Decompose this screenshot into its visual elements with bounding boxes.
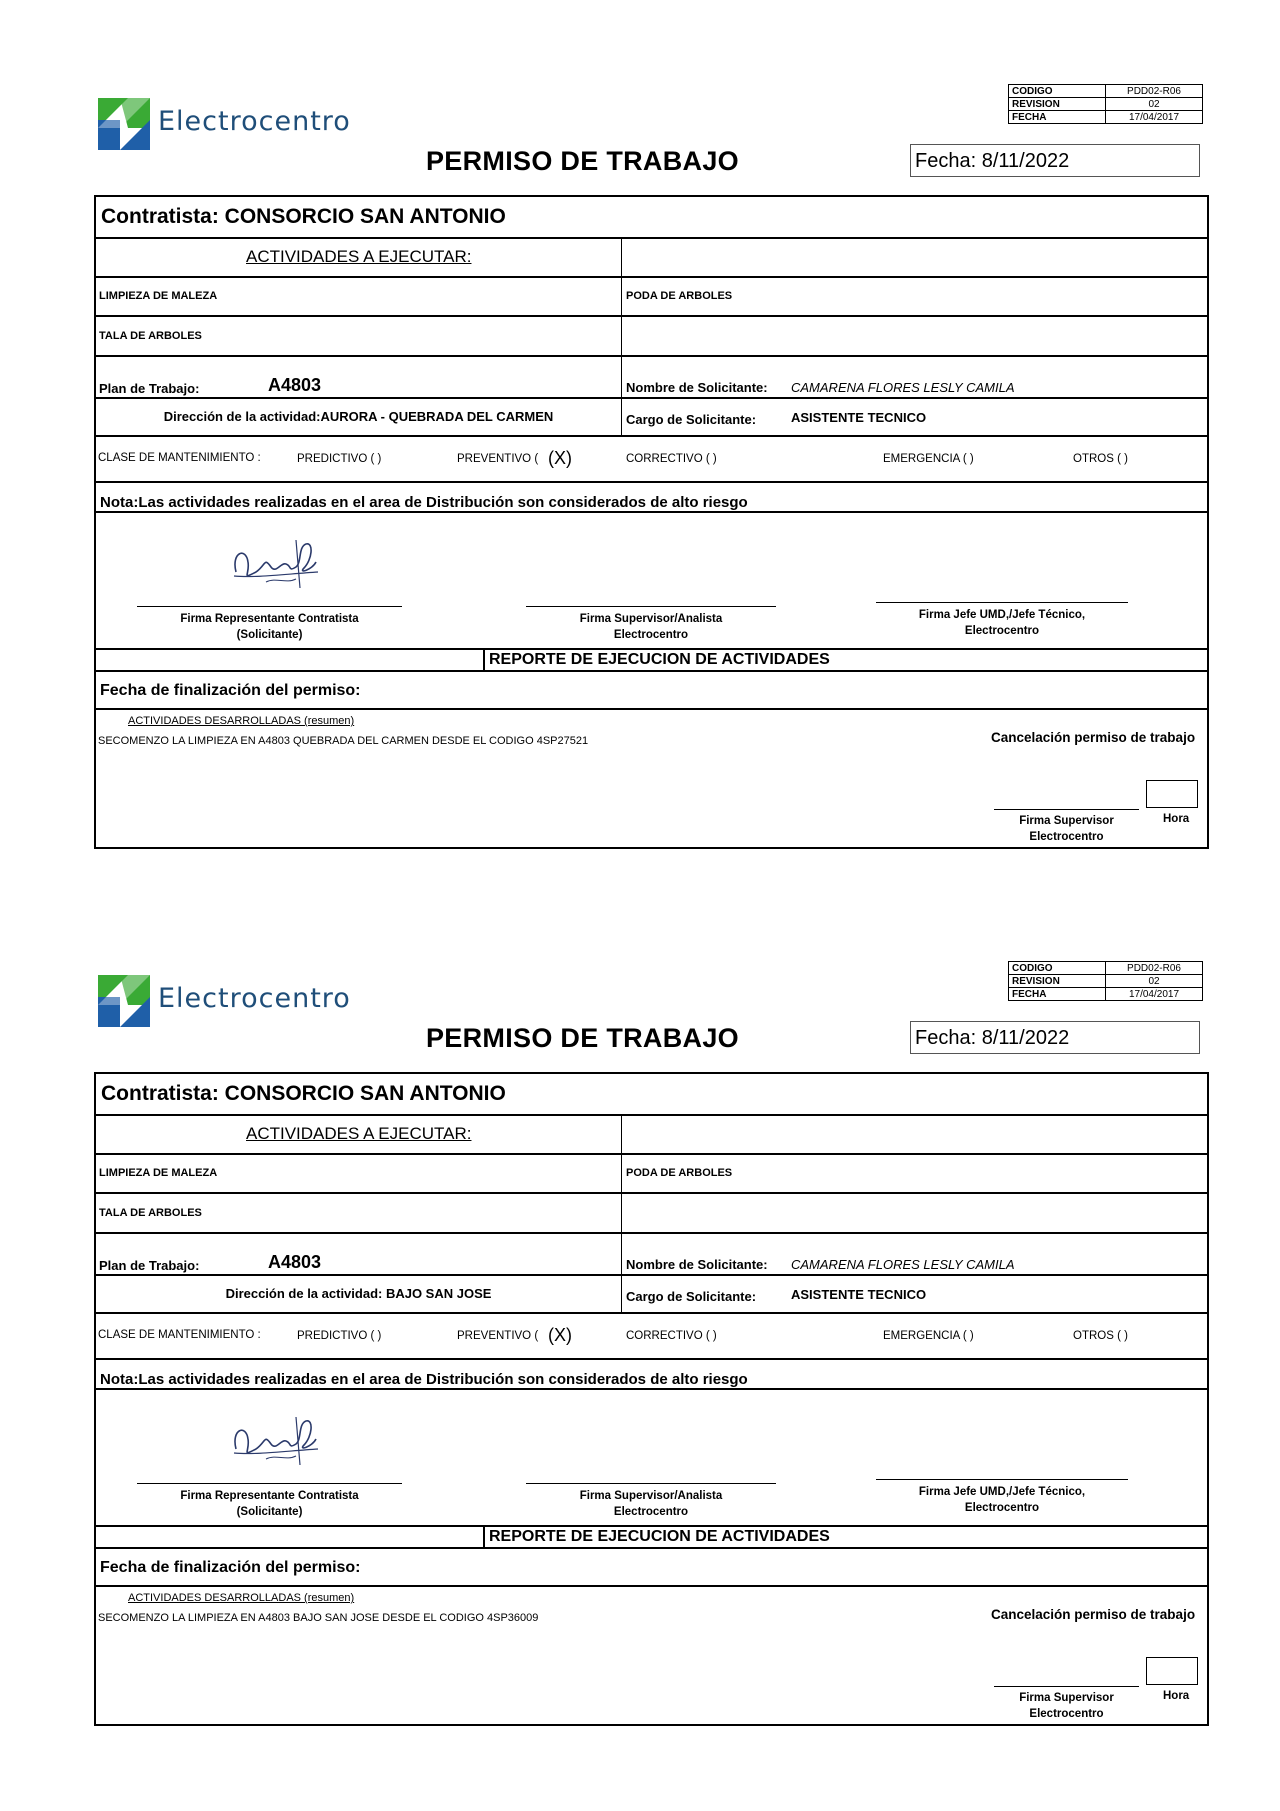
summary-title: ACTIVIDADES DESARROLLADAS (resumen) xyxy=(128,715,355,727)
contractor: Contratista: CONSORCIO SAN ANTONIO xyxy=(101,1082,506,1105)
doc-date-value: 17/04/2017 xyxy=(1106,988,1203,1001)
work-permit-form xyxy=(0,0,1280,843)
signature-chief-sub: Electrocentro xyxy=(964,1502,1040,1514)
execution-report-header: REPORTE DE EJECUCION DE ACTIVIDADES xyxy=(483,1527,1207,1547)
company-name: Electrocentro xyxy=(158,983,351,1014)
signature-chief-label: Firma Jefe UMD,/Jefe Técnico, xyxy=(918,1486,1086,1498)
position-value: ASISTENTE TECNICO xyxy=(791,1287,927,1302)
hour-field[interactable] xyxy=(1146,1657,1198,1685)
option-emergencia: EMERGENCIA ( ) xyxy=(883,453,974,465)
end-date-label: Fecha de finalización del permiso: xyxy=(100,682,361,699)
revision-label: REVISION xyxy=(1009,975,1106,988)
activity-address: Dirección de la actividad: BAJO SAN JOSE xyxy=(225,1286,492,1301)
work-permit-form xyxy=(0,877,1280,1720)
option-correctivo: CORRECTIVO ( ) xyxy=(626,453,717,465)
permit-table xyxy=(94,1072,1209,1726)
summary-title: ACTIVIDADES DESARROLLADAS (resumen) xyxy=(128,1592,355,1604)
company-logo xyxy=(98,98,378,152)
signature-icon xyxy=(226,1409,326,1469)
permit-date: Fecha: 8/11/2022 xyxy=(910,144,1200,177)
signature-chief-label: Firma Jefe UMD,/Jefe Técnico, xyxy=(918,609,1086,621)
option-correctivo: CORRECTIVO ( ) xyxy=(626,1330,717,1342)
plan-label: Plan de Trabajo: xyxy=(99,1258,200,1273)
preventivo-mark: (X) xyxy=(548,1325,572,1345)
company-name: Electrocentro xyxy=(158,106,351,137)
activities-title: ACTIVIDADES A EJECUTAR: xyxy=(246,1124,472,1143)
code-label: CODIGO xyxy=(1009,85,1106,98)
summary-text: SECOMENZO LA LIMPIEZA EN A4803 QUEBRADA DEL CARMEN DESDE EL CODIGO 4SP27521 xyxy=(98,735,589,747)
signature-final-supervisor-label: Firma Supervisor xyxy=(1019,815,1114,827)
revision-value: 02 xyxy=(1106,975,1203,988)
position-value: ASISTENTE TECNICO xyxy=(791,410,927,425)
company-logo xyxy=(98,975,378,1029)
maintenance-class-label: CLASE DE MANTENIMIENTO : xyxy=(98,1329,261,1341)
option-otros: OTROS ( ) xyxy=(1073,453,1128,465)
doc-date-label: FECHA xyxy=(1009,988,1106,1001)
activity-1: LIMPIEZA DE MALEZA xyxy=(99,1167,218,1179)
doc-date-value: 17/04/2017 xyxy=(1106,111,1203,124)
code-label: CODIGO xyxy=(1009,962,1106,975)
code-value: PDD02-R06 xyxy=(1106,85,1203,98)
signature-final-supervisor-sub: Electrocentro xyxy=(1029,831,1104,843)
signature-chief-sub: Electrocentro xyxy=(964,625,1040,637)
signature-contractor-sub: (Solicitante) xyxy=(236,1506,303,1518)
option-preventivo: PREVENTIVO ( xyxy=(457,1330,539,1342)
signature-supervisor-sub: Electrocentro xyxy=(613,629,689,641)
risk-note: Nota:Las actividades realizadas en el area de Distribución son considerados de alto riesgo xyxy=(100,1371,748,1388)
page-title: PERMISO DE TRABAJO xyxy=(426,146,739,176)
cancellation-label: Cancelación permiso de trabajo xyxy=(991,730,1196,745)
requester-value: CAMARENA FLORES LESLY CAMILA xyxy=(791,1257,1015,1272)
end-date-label: Fecha de finalización del permiso: xyxy=(100,1559,361,1576)
signature-supervisor-label: Firma Supervisor/Analista xyxy=(579,613,723,625)
option-preventivo: PREVENTIVO ( xyxy=(457,453,539,465)
requester-label: Nombre de Solicitante: xyxy=(626,1257,768,1272)
signature-final-supervisor-label: Firma Supervisor xyxy=(1019,1692,1114,1704)
document-code-box xyxy=(1008,961,1203,1001)
hour-label: Hora xyxy=(1163,813,1190,825)
signature-supervisor-sub: Electrocentro xyxy=(613,1506,689,1518)
requester-value: CAMARENA FLORES LESLY CAMILA xyxy=(791,380,1015,395)
document-code-box xyxy=(1008,84,1203,124)
position-label: Cargo de Solicitante: xyxy=(626,1289,757,1304)
code-value: PDD02-R06 xyxy=(1106,962,1203,975)
option-emergencia: EMERGENCIA ( ) xyxy=(883,1330,974,1342)
signature-icon xyxy=(226,532,326,592)
activities-title: ACTIVIDADES A EJECUTAR: xyxy=(246,247,472,266)
signature-final-supervisor-sub: Electrocentro xyxy=(1029,1708,1104,1720)
requester-label: Nombre de Solicitante: xyxy=(626,380,768,395)
hour-label: Hora xyxy=(1163,1690,1190,1702)
activity-3: TALA DE ARBOLES xyxy=(99,330,202,342)
option-predictivo: PREDICTIVO ( ) xyxy=(297,453,382,465)
maintenance-class-label: CLASE DE MANTENIMIENTO : xyxy=(98,452,261,464)
activity-address: Dirección de la actividad:AURORA - QUEBRADA DEL CARMEN xyxy=(163,409,554,424)
activity-2: PODA DE ARBOLES xyxy=(626,1167,733,1179)
signature-supervisor-label: Firma Supervisor/Analista xyxy=(579,1490,723,1502)
signature-contractor-label: Firma Representante Contratista xyxy=(180,613,359,625)
execution-report-header: REPORTE DE EJECUCION DE ACTIVIDADES xyxy=(483,650,1207,670)
plan-value: A4803 xyxy=(268,1252,322,1272)
activity-3: TALA DE ARBOLES xyxy=(99,1207,202,1219)
revision-label: REVISION xyxy=(1009,98,1106,111)
option-predictivo: PREDICTIVO ( ) xyxy=(297,1330,382,1342)
activity-2: PODA DE ARBOLES xyxy=(626,290,733,302)
electrocentro-logo-icon xyxy=(98,975,150,1027)
permit-table xyxy=(94,195,1209,849)
electrocentro-logo-icon xyxy=(98,98,150,150)
page-title: PERMISO DE TRABAJO xyxy=(426,1023,739,1053)
preventivo-mark: (X) xyxy=(548,448,572,468)
option-otros: OTROS ( ) xyxy=(1073,1330,1128,1342)
risk-note: Nota:Las actividades realizadas en el area de Distribución son considerados de alto riesgo xyxy=(100,494,748,511)
position-label: Cargo de Solicitante: xyxy=(626,412,757,427)
signature-contractor-sub: (Solicitante) xyxy=(236,629,303,641)
revision-value: 02 xyxy=(1106,98,1203,111)
permit-date: Fecha: 8/11/2022 xyxy=(910,1021,1200,1054)
signature-contractor-label: Firma Representante Contratista xyxy=(180,1490,359,1502)
plan-label: Plan de Trabajo: xyxy=(99,381,200,396)
cancellation-label: Cancelación permiso de trabajo xyxy=(991,1607,1196,1622)
hour-field[interactable] xyxy=(1146,780,1198,808)
doc-date-label: FECHA xyxy=(1009,111,1106,124)
summary-text: SECOMENZO LA LIMPIEZA EN A4803 BAJO SAN JOSE DESDE EL CODIGO 4SP36009 xyxy=(98,1612,539,1624)
contractor: Contratista: CONSORCIO SAN ANTONIO xyxy=(101,205,506,228)
plan-value: A4803 xyxy=(268,375,322,395)
activity-1: LIMPIEZA DE MALEZA xyxy=(99,290,218,302)
